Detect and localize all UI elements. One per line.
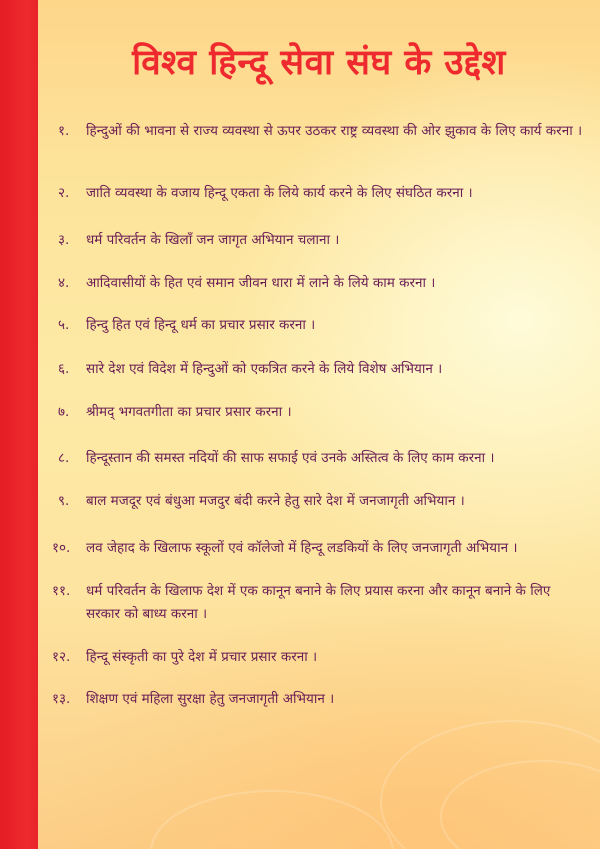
item-text: धर्म परिवर्तन के खिलाँ जन जागृत अभियान चलाना । — [86, 232, 340, 248]
item-text: सारे देश एवं विदेश में हिन्दुओं को एकत्रित करने के लिये विशेष अभियान । — [86, 361, 443, 377]
item-text: आदिवासीयों के हित एवं समान जीवन धारा में लाने के लिये काम करना । — [86, 275, 436, 291]
item-number: १३. — [52, 691, 71, 707]
item-number: ८. — [58, 450, 70, 466]
item-number: १०. — [52, 540, 71, 556]
item-text: बाल मजदूर एवं बंधुआ मजदुर बंदी करने हेतु सारे देश में जनजागृती अभियान । — [86, 493, 465, 509]
item-text: हिन्दु हित एवं हिन्दू धर्म का प्रचार प्रसार करना । — [86, 317, 316, 333]
item-number: ११. — [52, 583, 71, 599]
item-text: जाति व्यवस्था के वजाय हिन्दू एकता के लिये कार्य करने के लिए संघठित करना । — [86, 185, 473, 201]
item-text: लव जेहाद के खिलाफ स्कूलों एवं कॉलेजो में हिन्दू लडकियों के लिए जनजागृती अभियान । — [86, 540, 518, 556]
page-title: विश्व हिन्दू सेवा संघ के उद्देश — [132, 43, 506, 83]
item-number: २. — [58, 185, 70, 201]
item-text: हिन्दूस्तान की समस्त नदियों की साफ सफाई एवं उनके अस्तित्व के लिए काम करना । — [86, 450, 495, 466]
item-number: ६. — [58, 361, 70, 377]
item-text: श्रीमद् भगवतगीता का प्रचार प्रसार करना । — [86, 404, 292, 420]
item-number: १. — [58, 123, 70, 139]
item-number: ९. — [58, 493, 70, 509]
item-text: शिक्षण एवं महिला सुरक्षा हेतु जनजागृती अभियान । — [86, 691, 335, 707]
item-number: ७. — [58, 404, 70, 420]
item-number: ५. — [58, 317, 70, 333]
item-number: ३. — [58, 232, 70, 248]
item-text: धर्म परिवर्तन के खिलाफ देश में एक कानून बनाने के लिए प्रयास करना और कानून बनाने के लिए सरकार को बाध्य करना । — [86, 583, 551, 622]
item-text: हिन्दू संस्कृती का पुरे देश में प्रचार प्रसार करना । — [86, 649, 318, 665]
item-number: ४. — [58, 275, 70, 291]
item-number: १२. — [52, 649, 71, 665]
item-text: हिन्दुओं की भावना से राज्य व्यवस्था से ऊपर उठकर राष्ट्र व्यवस्था की ओर झुकाव के लिए कार्य करना । — [86, 123, 583, 139]
